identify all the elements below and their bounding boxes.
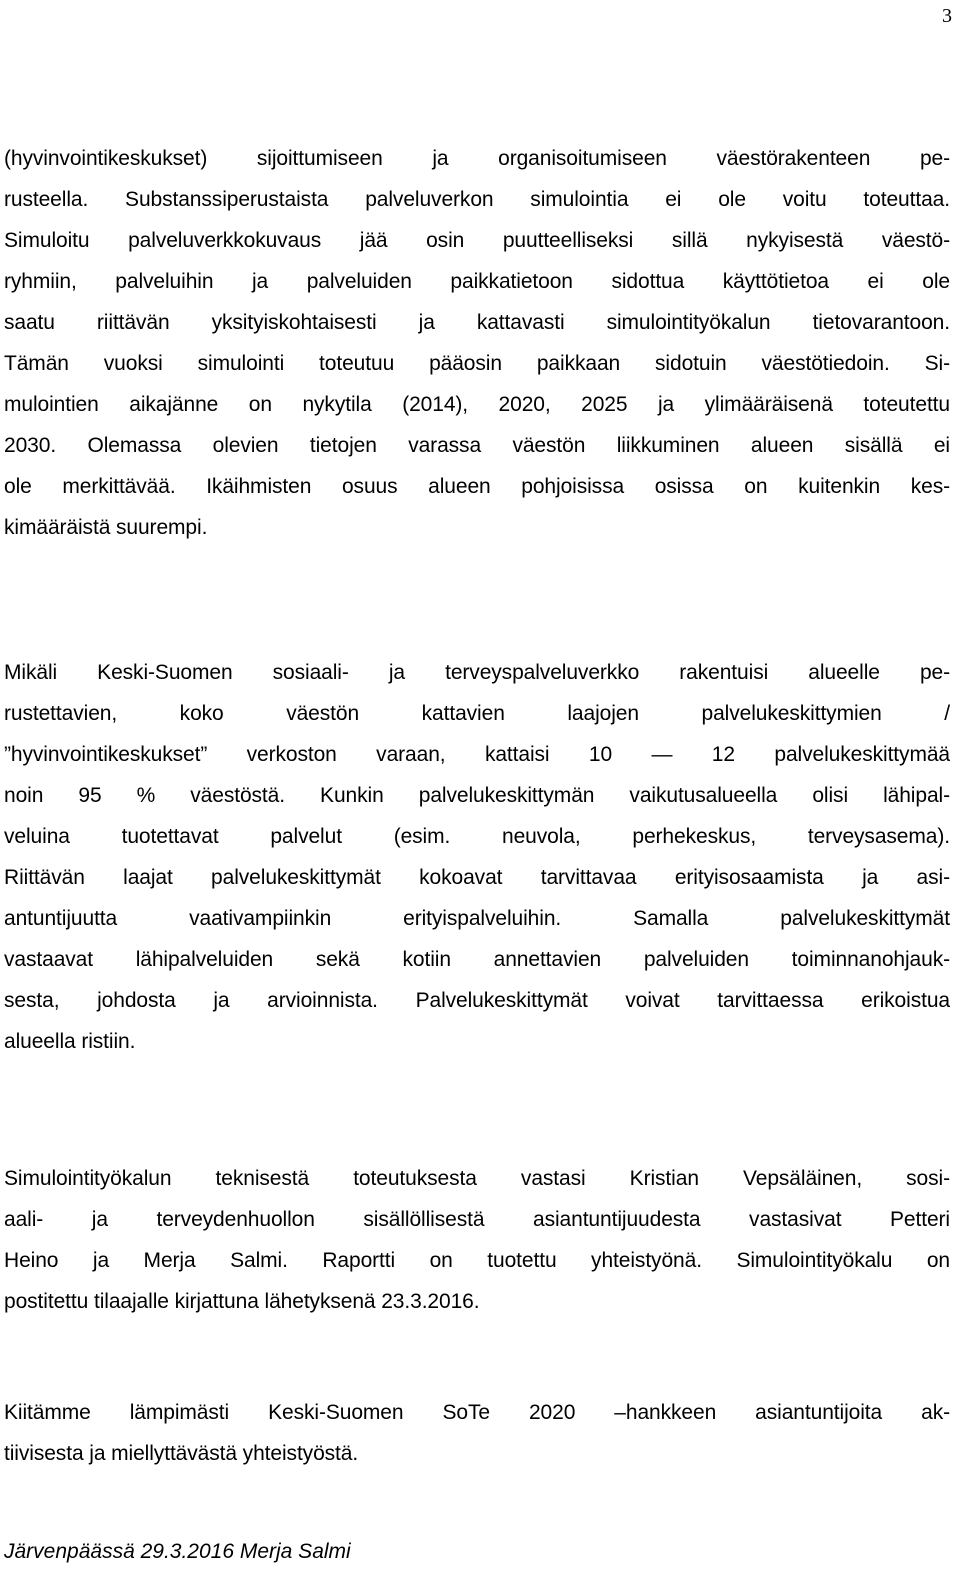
text-line: ryhmiin, palveluihin ja palveluiden paikkatietoon sidottua käyttötietoa ei ole (4, 270, 950, 293)
text-line: rusteella. Substanssiperustaista palveluverkon simulointia ei ole voitu toteuttaa. (4, 188, 950, 211)
text-line: kimääräistä suurempi. (4, 516, 208, 539)
text-line: Riittävän laajat palvelukeskittymät kokoavat tarvittavaa erityisosaamista ja asi- (4, 866, 950, 889)
text-line: Mikäli Keski-Suomen sosiaali- ja terveyspalveluverkko rakentuisi alueelle pe- (4, 661, 950, 684)
text-line: 2030. Olemassa olevien tietojen varassa väestön liikkuminen alueen sisällä ei (4, 434, 950, 457)
text-line: Kiitämme lämpimästi Keski-Suomen SoTe 2020 –hankkeen asiantuntijoita ak- (4, 1401, 950, 1424)
signature-line: Järvenpäässä 29.3.2016 Merja Salmi (4, 1540, 351, 1563)
paragraph-credits (4, 1158, 950, 1322)
page-number: 3 (942, 5, 952, 27)
text-line: Heino ja Merja Salmi. Raportti on tuotettu yhteistyönä. Simulointityökalu on (4, 1249, 950, 1272)
text-line: saatu riittävän yksityiskohtaisesti ja kattavasti simulointityökalun tietovarantoon. (4, 311, 950, 334)
text-line: (hyvinvointikeskukset) sijoittumiseen ja organisoitumiseen väestörakenteen pe- (4, 147, 950, 170)
text-line: ole merkittävää. Ikäihmisten osuus alueen pohjoisissa osissa on kuitenkin kes- (4, 475, 950, 498)
text-line: Simuloitu palveluverkkokuvaus jää osin puutteelliseksi sillä nykyisestä väestö- (4, 229, 950, 252)
text-line: aali- ja terveydenhuollon sisällöllisestä asiantuntijuudesta vastasivat Petteri (4, 1208, 950, 1231)
text-line: veluina tuotettavat palvelut (esim. neuvola, perhekeskus, terveysasema). (4, 825, 950, 848)
paragraph-service-network (4, 652, 950, 1062)
text-line: ”hyvinvointikeskukset” verkoston varaan, kattaisi 10 — 12 palvelukeskittymää (4, 743, 950, 766)
text-line: Tämän vuoksi simulointi toteutuu pääosin paikkaan sidotuin väestötiedoin. Si- (4, 352, 950, 375)
text-line: postitettu tilaajalle kirjattuna lähetyksenä 23.3.2016. (4, 1290, 480, 1313)
text-line: rustettavien, koko väestön kattavien laajojen palvelukeskittymien / (4, 702, 950, 725)
text-line: noin 95 % väestöstä. Kunkin palvelukeskittymän vaikutusalueella olisi lähipal- (4, 784, 950, 807)
text-line: antuntijuutta vaativampiinkin erityispalveluihin. Samalla palvelukeskittymät (4, 907, 950, 930)
paragraph-simulation-scope (4, 138, 950, 548)
text-line: tiivisesta ja miellyttävästä yhteistyöstä. (4, 1442, 359, 1465)
text-line: vastaavat lähipalveluiden sekä kotiin annettavien palveluiden toiminnanohjauk- (4, 948, 950, 971)
text-line: sesta, johdosta ja arvioinnista. Palvelukeskittymät voivat tarvittaessa erikoistua (4, 989, 950, 1012)
text-line: Simulointityökalun teknisestä toteutuksesta vastasi Kristian Vepsäläinen, sosi- (4, 1167, 950, 1190)
text-line: mulointien aikajänne on nykytila (2014), 2020, 2025 ja ylimääräisenä toteutettu (4, 393, 950, 416)
paragraph-thanks (4, 1392, 950, 1474)
text-line: alueella ristiin. (4, 1030, 136, 1053)
